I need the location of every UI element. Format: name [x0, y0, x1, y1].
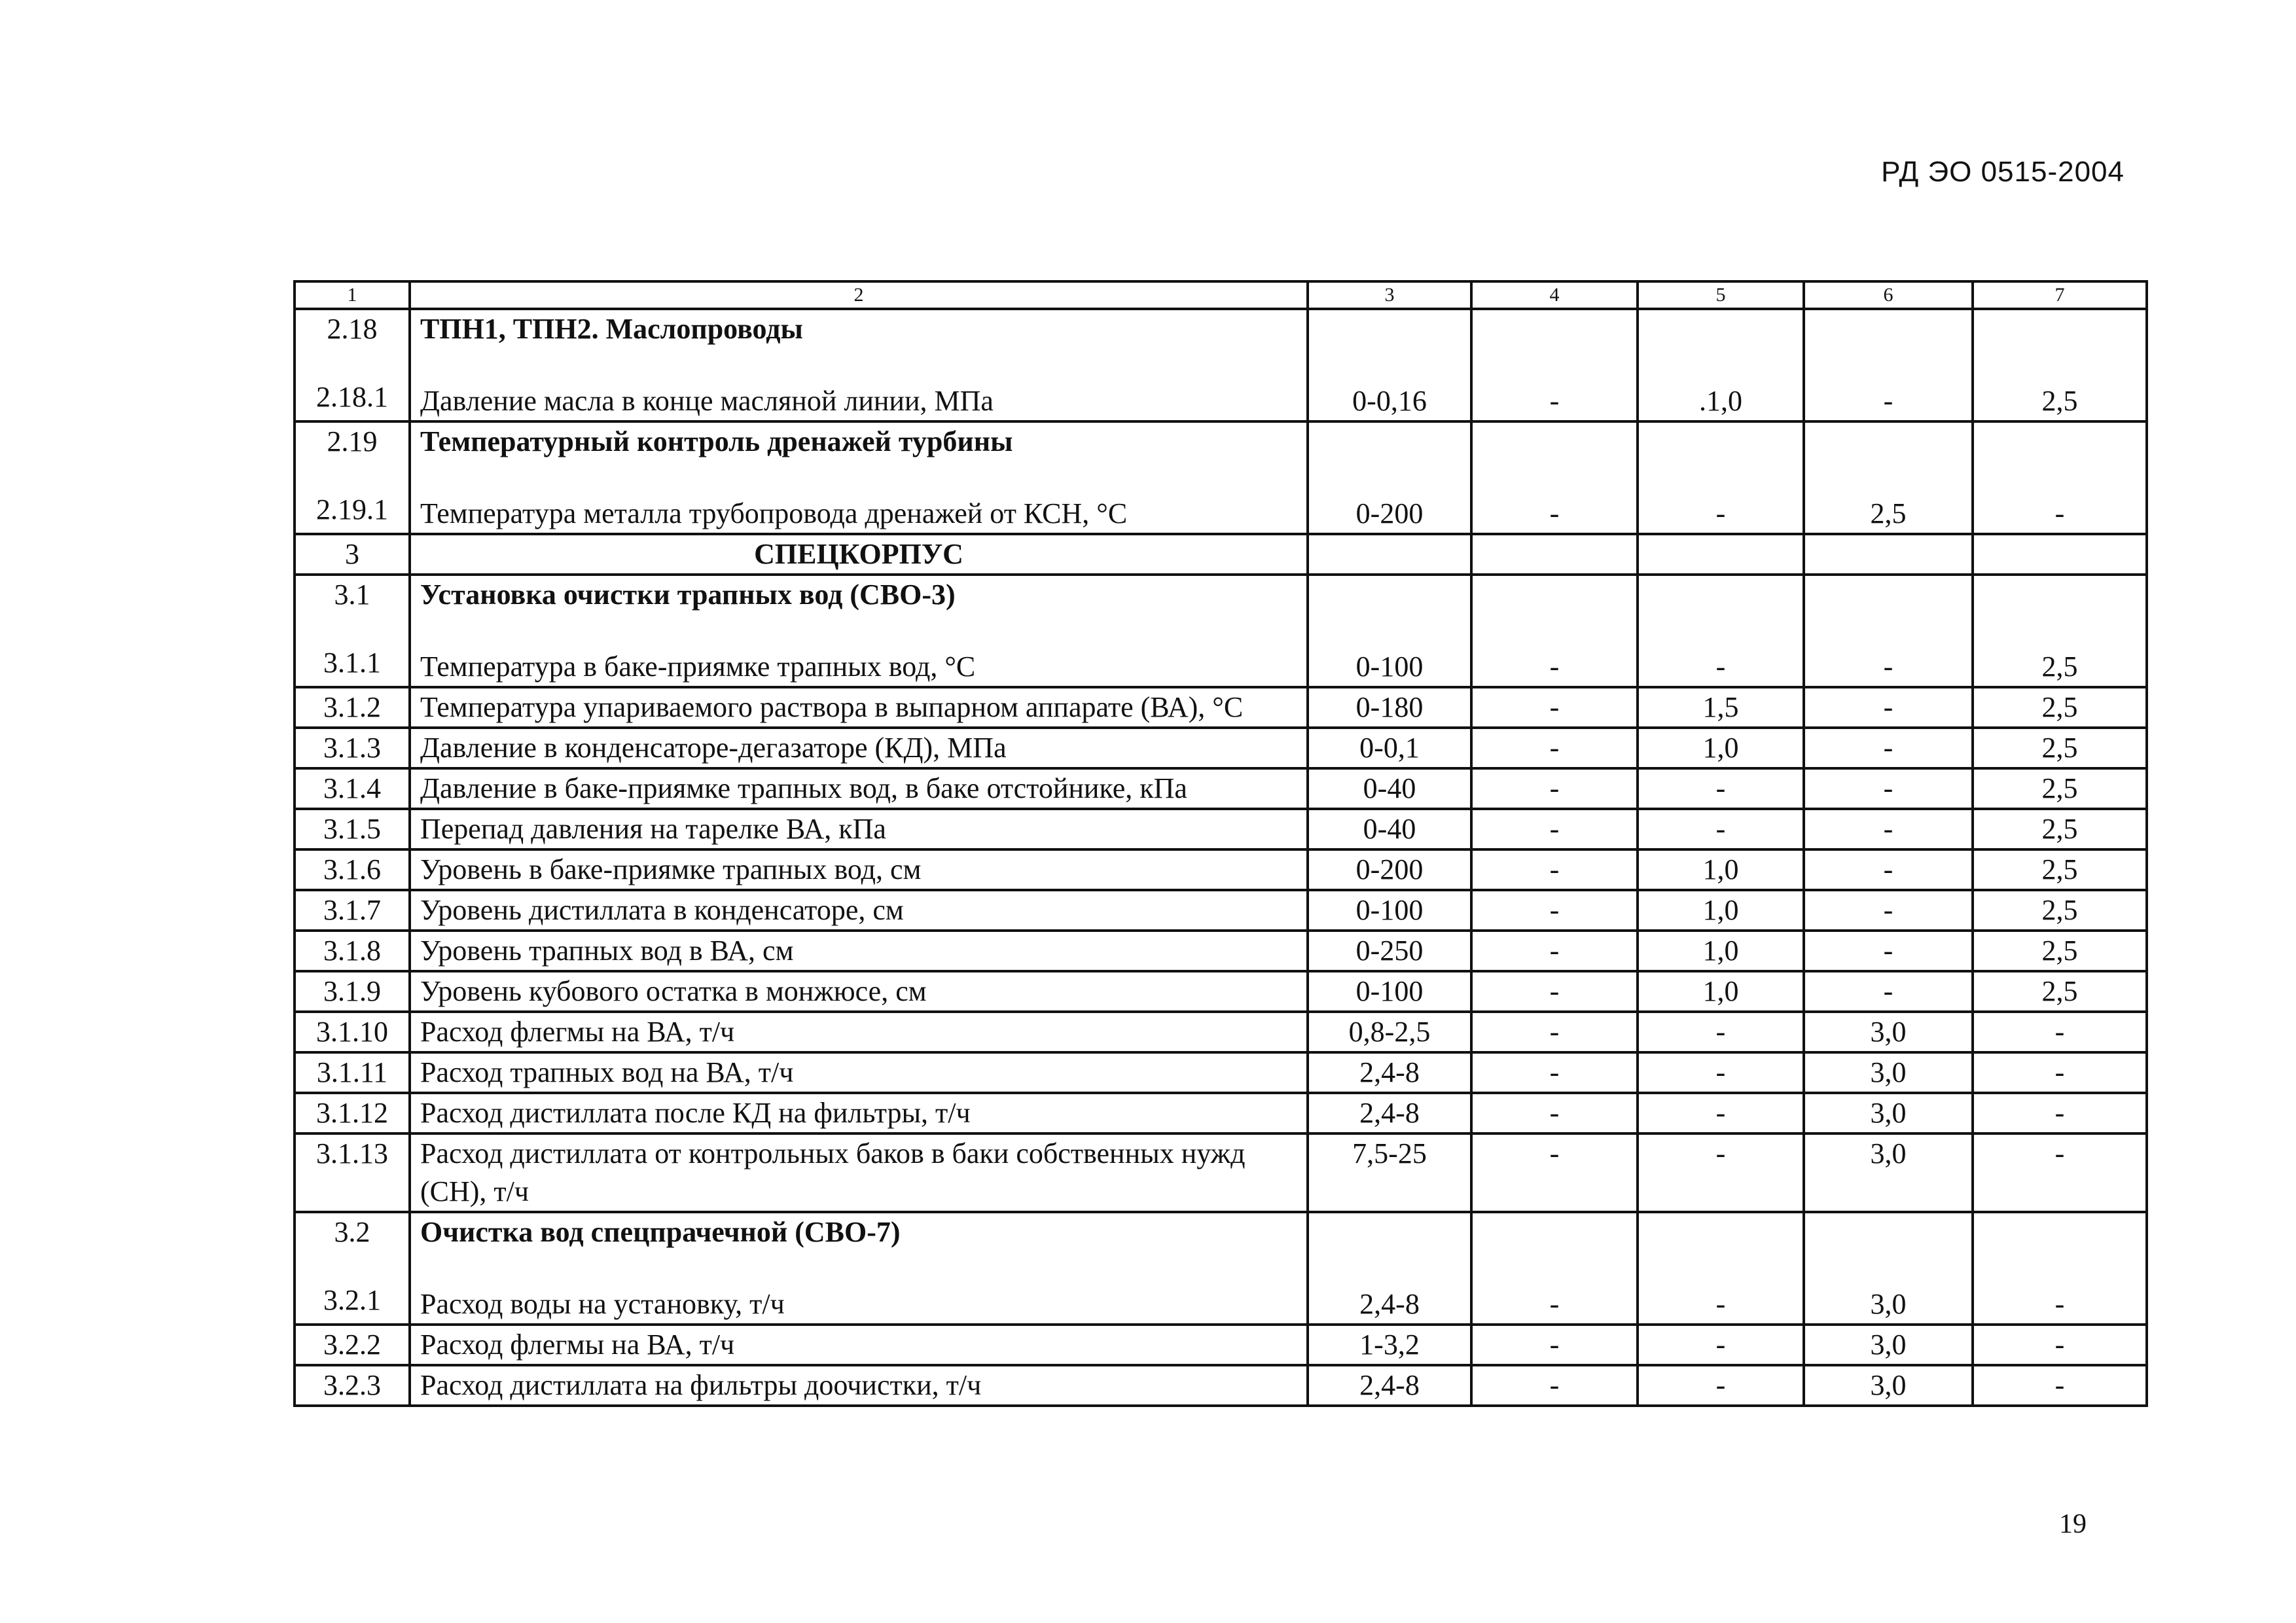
value-cell: -	[1638, 768, 1804, 809]
row-number	[295, 931, 410, 971]
value-cell: -	[1973, 1133, 2147, 1212]
row-number	[295, 1052, 410, 1093]
section-row	[295, 534, 2147, 575]
value-cell: -	[1638, 1133, 1804, 1212]
parameter-text: Расход флегмы на ВА, т/ч	[420, 1016, 735, 1048]
value-cell: 0-0,16	[1308, 309, 1471, 421]
row-number	[295, 575, 410, 687]
value-cell: -	[1804, 728, 1973, 768]
parameter-description	[410, 1052, 1308, 1093]
table-row	[295, 421, 2147, 534]
row-number	[295, 1012, 410, 1052]
table-row	[295, 890, 2147, 931]
row-number-main: 3.2	[334, 1216, 370, 1248]
value-cell: 1,5	[1638, 687, 1804, 728]
row-number-main: 3.1.5	[323, 813, 381, 845]
value-cell: -	[1471, 1133, 1638, 1212]
parameter-text: Температура упариваемого раствора в выпарном аппарате (ВА), °С	[420, 691, 1244, 723]
parameter-description	[410, 728, 1308, 768]
row-number-main: 3.1.13	[316, 1137, 388, 1169]
empty-cell	[1638, 534, 1804, 575]
value-cell: -	[1471, 849, 1638, 890]
value-cell: 2,5	[1973, 849, 2147, 890]
row-number-main: 2.18	[327, 313, 378, 345]
row-number	[295, 1133, 410, 1212]
value-cell: -	[1471, 1012, 1638, 1052]
row-number-main: 3.1.8	[323, 935, 381, 967]
group-title: ТПН1, ТПН2. Маслопроводы	[420, 313, 803, 345]
parameter-description	[410, 1212, 1308, 1325]
parameter-description	[410, 1325, 1308, 1365]
parameter-text: Перепад давления на тарелке ВА, кПа	[420, 813, 886, 845]
table-row	[295, 309, 2147, 421]
value-cell: 3,0	[1804, 1133, 1973, 1212]
value-cell: -	[1471, 1052, 1638, 1093]
parameter-text: Уровень трапных вод в ВА, см	[420, 935, 794, 967]
parameter-description	[410, 971, 1308, 1012]
document-code: РД ЭО 0515-2004	[1881, 156, 2125, 188]
column-number: 4	[1471, 281, 1638, 309]
row-number	[295, 890, 410, 931]
table-row	[295, 1133, 2147, 1212]
column-number: 7	[1973, 281, 2147, 309]
value-cell: -	[1471, 971, 1638, 1012]
value-cell: 2,5	[1973, 687, 2147, 728]
row-number	[295, 728, 410, 768]
column-number: 3	[1308, 281, 1471, 309]
row-number-sub: 3.2.1	[323, 1284, 381, 1316]
parameter-text: Расход трапных вод на ВА, т/ч	[420, 1056, 794, 1088]
value-cell: 0-40	[1308, 809, 1471, 849]
value-cell: 2,4-8	[1308, 1212, 1471, 1325]
value-cell: -	[1471, 809, 1638, 849]
row-number	[295, 809, 410, 849]
value-cell: -	[1973, 1052, 2147, 1093]
value-cell: 0-100	[1308, 890, 1471, 931]
table-row	[295, 1365, 2147, 1406]
parameter-text: Давление масла в конце масляной линии, МПа	[420, 385, 994, 417]
parameter-text: Расход дистиллата после КД на фильтры, т/ч	[420, 1097, 971, 1129]
value-cell: 2,4-8	[1308, 1052, 1471, 1093]
value-cell: 2,5	[1973, 971, 2147, 1012]
value-cell: 2,5	[1973, 309, 2147, 421]
value-cell: 0-100	[1308, 575, 1471, 687]
parameter-description	[410, 849, 1308, 890]
value-cell: -	[1638, 1212, 1804, 1325]
value-cell: -	[1973, 1325, 2147, 1365]
value-cell: -	[1804, 575, 1973, 687]
value-cell: 3,0	[1804, 1212, 1973, 1325]
row-number-sub: 2.18.1	[316, 381, 388, 413]
value-cell: 2,5	[1973, 768, 2147, 809]
parameter-text: Расход дистиллата на фильтры доочистки, т/ч	[420, 1369, 982, 1401]
row-number-main: 3.1.10	[316, 1016, 388, 1048]
empty-cell	[1308, 534, 1471, 575]
column-number: 6	[1804, 281, 1973, 309]
value-cell: -	[1638, 1093, 1804, 1133]
row-number-main: 3.1.4	[323, 772, 381, 804]
value-cell: 0-250	[1308, 931, 1471, 971]
value-cell: 3,0	[1804, 1325, 1973, 1365]
parameter-text: Давление в конденсаторе-дегазаторе (КД), МПа	[420, 732, 1007, 764]
value-cell: .1,0	[1638, 309, 1804, 421]
row-number	[295, 421, 410, 534]
value-cell: -	[1638, 1052, 1804, 1093]
value-cell: -	[1638, 809, 1804, 849]
table-row	[295, 575, 2147, 687]
row-number-main: 3.1.9	[323, 975, 381, 1007]
value-cell: 2,5	[1973, 728, 2147, 768]
value-cell: -	[1638, 1012, 1804, 1052]
row-number: 3	[295, 534, 410, 575]
row-number	[295, 687, 410, 728]
column-number: 2	[410, 281, 1308, 309]
value-cell: 7,5-25	[1308, 1133, 1471, 1212]
row-number-main: 3.2.2	[323, 1329, 381, 1361]
parameter-text: Расход дистиллата от контрольных баков в баки собственных нужд (СН), т/ч	[420, 1137, 1246, 1207]
value-cell: -	[1471, 768, 1638, 809]
parameter-description	[410, 421, 1308, 534]
row-number	[295, 1212, 410, 1325]
parameter-description	[410, 575, 1308, 687]
value-cell: -	[1471, 421, 1638, 534]
value-cell: -	[1471, 1093, 1638, 1133]
value-cell: 1,0	[1638, 849, 1804, 890]
row-number-main: 3.1.12	[316, 1097, 388, 1129]
value-cell: -	[1471, 728, 1638, 768]
value-cell: -	[1804, 687, 1973, 728]
row-number-main: 3.1.6	[323, 853, 381, 885]
value-cell: -	[1638, 1325, 1804, 1365]
empty-cell	[1804, 534, 1973, 575]
parameter-description	[410, 890, 1308, 931]
value-cell: -	[1973, 1012, 2147, 1052]
row-number	[295, 849, 410, 890]
row-number-main: 3.1	[334, 579, 370, 611]
parameter-text: Расход воды на установку, т/ч	[420, 1288, 785, 1320]
value-cell: -	[1471, 575, 1638, 687]
value-cell: -	[1973, 421, 2147, 534]
table-row	[295, 1325, 2147, 1365]
table-row	[295, 1093, 2147, 1133]
parameter-description	[410, 1093, 1308, 1133]
value-cell: 3,0	[1804, 1052, 1973, 1093]
section-title: СПЕЦКОРПУС	[410, 534, 1308, 575]
value-cell: -	[1973, 1365, 2147, 1406]
parameter-text: Давление в баке-приямке трапных вод, в баке отстойнике, кПа	[420, 772, 1187, 804]
value-cell: 0-200	[1308, 849, 1471, 890]
value-cell: -	[1471, 687, 1638, 728]
value-cell: -	[1804, 931, 1973, 971]
parameter-text: Уровень в баке-приямке трапных вод, см	[420, 853, 922, 885]
table-row	[295, 1052, 2147, 1093]
row-number-main: 2.19	[327, 425, 378, 457]
row-number	[295, 1365, 410, 1406]
value-cell: 2,4-8	[1308, 1093, 1471, 1133]
table-row	[295, 728, 2147, 768]
value-cell: -	[1471, 1212, 1638, 1325]
row-number	[295, 971, 410, 1012]
column-number: 5	[1638, 281, 1804, 309]
row-number-sub: 3.1.1	[323, 647, 381, 679]
value-cell: -	[1804, 809, 1973, 849]
row-number-sub: 2.19.1	[316, 493, 388, 526]
table-row	[295, 931, 2147, 971]
value-cell: -	[1804, 849, 1973, 890]
value-cell: -	[1471, 1325, 1638, 1365]
value-cell: -	[1471, 309, 1638, 421]
value-cell: 2,5	[1973, 890, 2147, 931]
value-cell: -	[1804, 890, 1973, 931]
table-row	[295, 687, 2147, 728]
value-cell: 0-0,1	[1308, 728, 1471, 768]
parameter-text: Расход флегмы на ВА, т/ч	[420, 1329, 735, 1361]
parameters-table	[293, 280, 2148, 1407]
value-cell: -	[1973, 1212, 2147, 1325]
parameter-description	[410, 809, 1308, 849]
row-number	[295, 1093, 410, 1133]
page-number: 19	[2059, 1509, 2087, 1539]
table-row	[295, 1212, 2147, 1325]
group-title: Установка очистки трапных вод (СВО-3)	[420, 579, 956, 611]
value-cell: 1,0	[1638, 728, 1804, 768]
row-number-main: 3.1.11	[316, 1056, 388, 1088]
value-cell: 1,0	[1638, 971, 1804, 1012]
column-number-row	[295, 281, 2147, 309]
row-number	[295, 1325, 410, 1365]
value-cell: 1,0	[1638, 931, 1804, 971]
value-cell: -	[1638, 1365, 1804, 1406]
group-title: Очистка вод спецпрачечной (СВО-7)	[420, 1216, 901, 1248]
empty-cell	[1471, 534, 1638, 575]
empty-cell	[1973, 534, 2147, 575]
value-cell: -	[1973, 1093, 2147, 1133]
row-number-main: 3.2.3	[323, 1369, 381, 1401]
value-cell: -	[1804, 309, 1973, 421]
value-cell: 0-100	[1308, 971, 1471, 1012]
value-cell: -	[1471, 931, 1638, 971]
parameter-text: Уровень кубового остатка в монжюсе, см	[420, 975, 927, 1007]
parameter-description	[410, 687, 1308, 728]
parameter-description	[410, 1365, 1308, 1406]
table-row	[295, 971, 2147, 1012]
parameter-description	[410, 931, 1308, 971]
table-row	[295, 809, 2147, 849]
value-cell: 2,5	[1973, 575, 2147, 687]
value-cell: 2,5	[1973, 931, 2147, 971]
row-number	[295, 309, 410, 421]
value-cell: 0-180	[1308, 687, 1471, 728]
parameter-text: Уровень дистиллата в конденсаторе, см	[420, 894, 904, 926]
value-cell: 0-40	[1308, 768, 1471, 809]
table-row	[295, 768, 2147, 809]
value-cell: 0-200	[1308, 421, 1471, 534]
parameter-description	[410, 1133, 1308, 1212]
parameter-text: Температура металла трубопровода дренажей от КСН, °С	[420, 497, 1128, 529]
parameter-description	[410, 1012, 1308, 1052]
row-number-main: 3.1.7	[323, 894, 381, 926]
column-number: 1	[295, 281, 410, 309]
value-cell: 2,4-8	[1308, 1365, 1471, 1406]
row-number	[295, 768, 410, 809]
value-cell: 2,5	[1804, 421, 1973, 534]
row-number-main: 3.1.3	[323, 732, 381, 764]
value-cell: 1,0	[1638, 890, 1804, 931]
parameter-description	[410, 768, 1308, 809]
table-row	[295, 1012, 2147, 1052]
parameter-text: Температура в баке-приямке трапных вод, °С	[420, 651, 976, 683]
value-cell: -	[1638, 575, 1804, 687]
value-cell: 3,0	[1804, 1093, 1973, 1133]
value-cell: 3,0	[1804, 1012, 1973, 1052]
value-cell: -	[1804, 768, 1973, 809]
value-cell: 2,5	[1973, 809, 2147, 849]
value-cell: -	[1471, 1365, 1638, 1406]
value-cell: -	[1638, 421, 1804, 534]
value-cell: 3,0	[1804, 1365, 1973, 1406]
parameter-description	[410, 309, 1308, 421]
value-cell: 1-3,2	[1308, 1325, 1471, 1365]
row-number-main: 3.1.2	[323, 691, 381, 723]
table-row	[295, 849, 2147, 890]
value-cell: -	[1804, 971, 1973, 1012]
value-cell: -	[1471, 890, 1638, 931]
value-cell: 0,8-2,5	[1308, 1012, 1471, 1052]
group-title: Температурный контроль дренажей турбины	[420, 425, 1013, 457]
